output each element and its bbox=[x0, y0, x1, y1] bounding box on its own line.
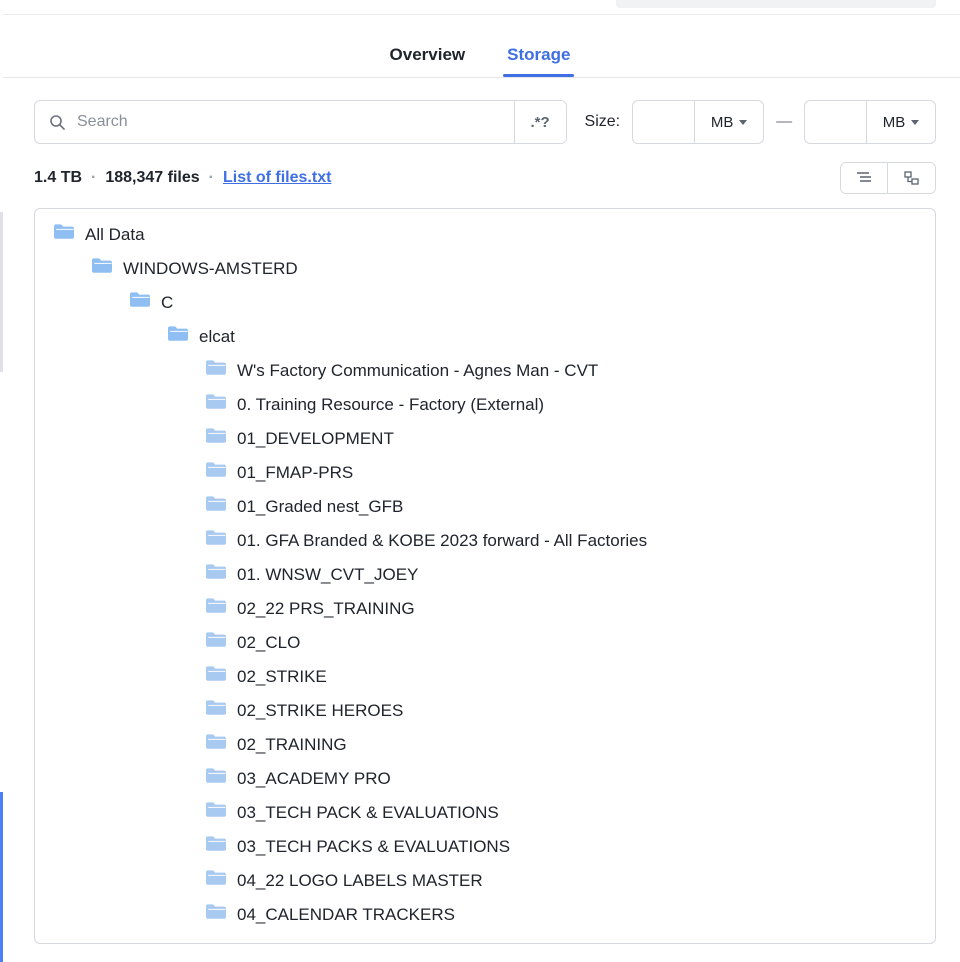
tree-row[interactable] bbox=[35, 795, 935, 829]
tree-row[interactable] bbox=[35, 217, 935, 251]
summary-separator-2: · bbox=[208, 169, 214, 186]
regex-toggle-button[interactable]: .*? bbox=[514, 101, 566, 143]
folder-icon bbox=[205, 699, 227, 721]
tab-bar bbox=[0, 14, 960, 78]
tree-row-label: W's Factory Communication - Agnes Man - CVT bbox=[237, 360, 599, 380]
size-min-unit-value: MB bbox=[710, 113, 734, 131]
chevron-down-icon bbox=[739, 120, 747, 125]
folder-icon bbox=[205, 733, 227, 755]
tree-row[interactable] bbox=[35, 319, 935, 353]
list-view-icon[interactable] bbox=[841, 163, 888, 193]
folder-icon bbox=[205, 869, 227, 891]
tree-row[interactable] bbox=[35, 727, 935, 761]
window-top-strip bbox=[0, 0, 960, 14]
file-tree-list bbox=[35, 209, 935, 931]
folder-icon bbox=[167, 325, 189, 347]
tree-row[interactable] bbox=[35, 693, 935, 727]
size-max-unit-select[interactable] bbox=[866, 100, 936, 144]
folder-icon bbox=[205, 427, 227, 449]
folder-icon bbox=[205, 461, 227, 483]
tree-row[interactable] bbox=[35, 591, 935, 625]
folder-icon bbox=[91, 257, 113, 279]
folder-icon bbox=[129, 291, 151, 313]
tree-row-label: 02_STRIKE bbox=[237, 666, 327, 686]
size-filter-label: Size: bbox=[584, 113, 621, 130]
tree-row[interactable] bbox=[35, 285, 935, 319]
tree-row[interactable] bbox=[35, 455, 935, 489]
size-range-separator: — bbox=[776, 113, 793, 130]
tree-row-label: 03_ACADEMY PRO bbox=[237, 768, 391, 788]
tree-row[interactable] bbox=[35, 353, 935, 387]
folder-icon bbox=[205, 393, 227, 415]
folder-icon bbox=[205, 631, 227, 653]
tree-row[interactable] bbox=[35, 557, 935, 591]
size-max-unit-value: MB bbox=[882, 113, 906, 131]
tree-row[interactable] bbox=[35, 863, 935, 897]
tree-row-label: 02_CLO bbox=[237, 632, 301, 652]
tree-row-label: 04_22 LOGO LABELS MASTER bbox=[237, 870, 483, 890]
tree-row[interactable] bbox=[35, 251, 935, 285]
summary-row bbox=[0, 144, 960, 194]
tree-row[interactable] bbox=[35, 489, 935, 523]
left-rail-scroll-segment bbox=[0, 212, 3, 372]
top-right-placeholder bbox=[616, 0, 936, 8]
search-icon bbox=[49, 114, 65, 130]
tree-row-label: 01_Graded nest_GFB bbox=[237, 496, 404, 516]
folder-icon bbox=[205, 597, 227, 619]
tree-row[interactable] bbox=[35, 829, 935, 863]
tree-row-label: 01. GFA Branded & KOBE 2023 forward - All Factories bbox=[237, 530, 648, 550]
size-max-input[interactable] bbox=[804, 100, 866, 144]
folder-icon bbox=[205, 903, 227, 925]
tree-view-icon[interactable] bbox=[888, 163, 935, 193]
tree-row[interactable] bbox=[35, 523, 935, 557]
folder-icon bbox=[205, 495, 227, 517]
file-count-label: 188,347 files bbox=[105, 169, 200, 186]
total-size-label: 1.4 TB bbox=[34, 169, 83, 186]
tab-storage[interactable]: Storage bbox=[503, 46, 574, 77]
left-edge-rail bbox=[0, 14, 3, 957]
tree-row-label: 02_STRIKE HEROES bbox=[237, 700, 404, 720]
tree-row[interactable] bbox=[35, 897, 935, 931]
tree-row-label: 03_TECH PACK & EVALUATIONS bbox=[237, 802, 499, 822]
size-min-input[interactable] bbox=[632, 100, 694, 144]
search-box[interactable] bbox=[34, 100, 567, 144]
tree-row-label: 04_CALENDAR TRACKERS bbox=[237, 904, 455, 924]
tree-row-label: C bbox=[161, 292, 174, 312]
folder-icon bbox=[205, 801, 227, 823]
file-list-link[interactable]: List of files.txt bbox=[222, 169, 332, 186]
chevron-down-icon bbox=[911, 120, 919, 125]
tab-overview[interactable]: Overview bbox=[389, 45, 466, 64]
folder-icon bbox=[205, 835, 227, 857]
tree-row-label: 03_TECH PACKS & EVALUATIONS bbox=[237, 836, 511, 856]
tree-row-label: 01_DEVELOPMENT bbox=[237, 428, 394, 448]
summary-separator-1: · bbox=[91, 169, 97, 186]
folder-icon bbox=[205, 529, 227, 551]
folder-icon bbox=[205, 359, 227, 381]
search-input[interactable] bbox=[75, 101, 514, 143]
tree-row-label: WINDOWS-AMSTERD bbox=[123, 258, 298, 278]
tree-row[interactable] bbox=[35, 387, 935, 421]
file-tree-panel[interactable] bbox=[34, 208, 936, 944]
tree-row[interactable] bbox=[35, 625, 935, 659]
tree-row[interactable] bbox=[35, 659, 935, 693]
size-min-unit-select[interactable] bbox=[694, 100, 764, 144]
tree-row-label: 0. Training Resource - Factory (External) bbox=[237, 394, 545, 414]
folder-icon bbox=[53, 223, 75, 245]
filter-toolbar bbox=[0, 78, 960, 144]
tree-row-label: 01. WNSW_CVT_JOEY bbox=[237, 564, 419, 584]
tree-row[interactable] bbox=[35, 761, 935, 795]
folder-icon bbox=[205, 767, 227, 789]
folder-icon bbox=[205, 563, 227, 585]
folder-icon bbox=[205, 665, 227, 687]
view-toggle-group bbox=[840, 162, 936, 194]
tree-row-label: 02_22 PRS_TRAINING bbox=[237, 598, 415, 618]
tree-row-label: All Data bbox=[85, 224, 145, 244]
tree-row-label: 01_FMAP-PRS bbox=[237, 462, 354, 482]
left-rail-active-segment bbox=[0, 792, 3, 962]
tree-row[interactable] bbox=[35, 421, 935, 455]
tree-row-label: 02_TRAINING bbox=[237, 734, 347, 754]
tree-row-label: elcat bbox=[199, 326, 235, 346]
